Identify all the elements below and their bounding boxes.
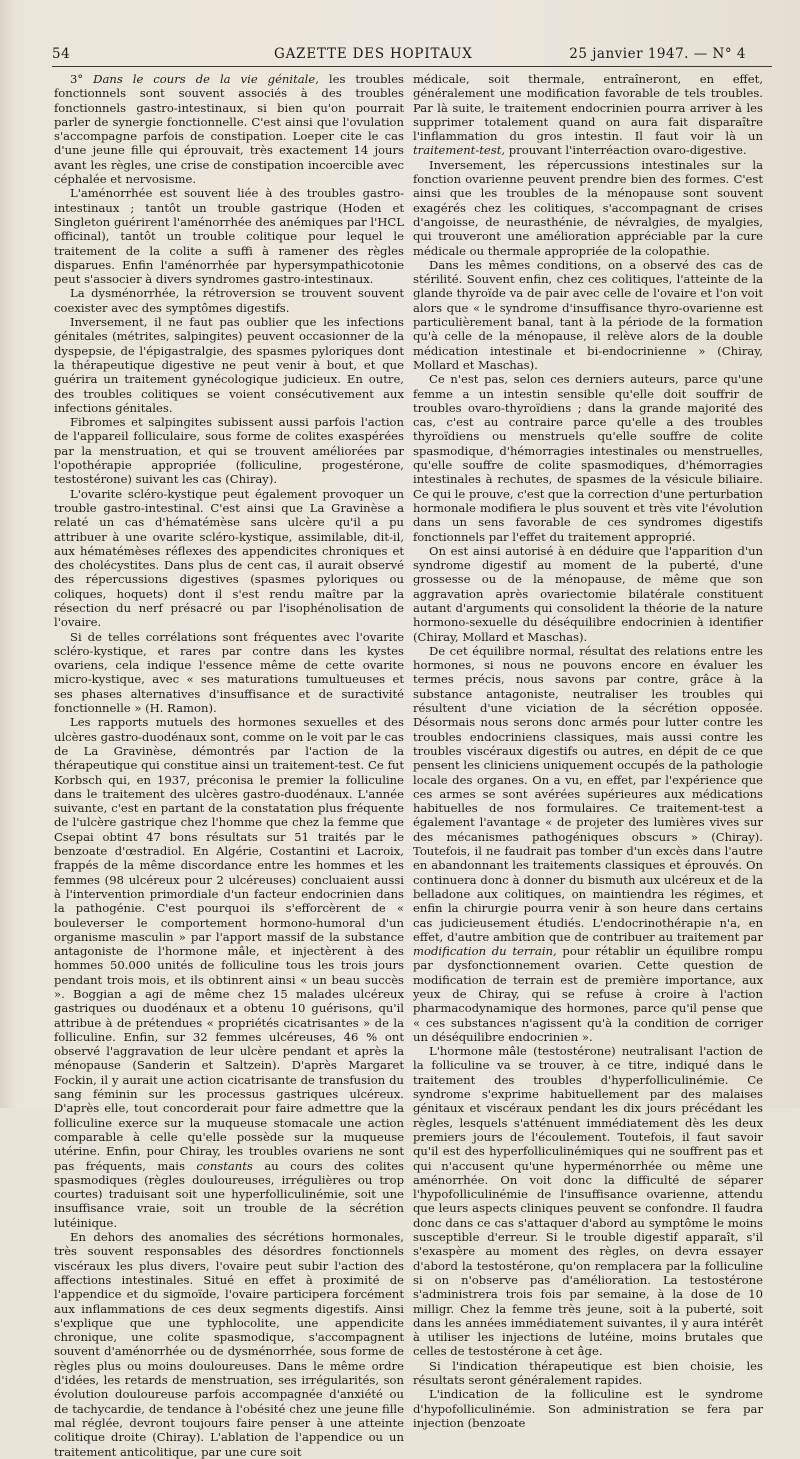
paragraph: L'ovarite scléro-kystique peut également provoquer un trouble gastro-intestinal. C'est ainsi que La Gravinèse a relaté un cas d'hématémèse sans ulcère qu'il a pu attribuer à une ovarite scléro-kystique, assimilable, dit-il, aux hématémèses réflexes des appendicites chroniques et des cholécystites. Dans plus de cent cas, il aurait observé des répercussions digestives (spasmes pyloriques ou coliques, hoquets) dont il s'est rendu maître par la résection du nerf présacré ou par l'isophénolisation de l'ovaire. — [54, 486, 404, 630]
paragraph: 3° Dans le cours de la vie génitale, les troubles fonctionnels sont souvent associés à des troubles fonctionnels gastro-intestinaux, si bien qu'on pourrait parler de synergie fonctionnelle. C'est ainsi que l'ovulation s'accompagne parfois de constipation. Loeper cite le cas d'une jeune fille qui éprouvait, très exactement 14 jours avant les règles, une crise de constipation incoercible avec céphalée et nervosisme. — [54, 72, 405, 187]
journal-title: GAZETTE DES HOPITAUX — [274, 46, 473, 62]
paragraph: On est ainsi autorisé à en déduire que l'apparition d'un syndrome digestif au moment de la puberté, d'une grossesse ou de la ménopause, de même que son aggravation après ovariectomie bilatérale constituent autant d'arguments qui consolident la théorie de la nature hormono-sexuelle du déséquilibre endocrinien à identifier (Chiray, Mollard et Maschas). — [413, 543, 763, 644]
page-number: 54 — [52, 46, 71, 62]
paragraph: La dysménorrhée, la rétroversion se trouvent souvent coexister avec des symptômes digestifs. — [54, 286, 404, 315]
paragraph: En dehors des anomalies des sécrétions hormonales, très souvent responsables des désordres fonctionnels viscéraux les plus divers, l'ovaire peut subir l'action des affections intestinales. Situé en effet à proximité de l'appendice et du sigmoïde, l'ovaire participera forcément aux inflammations de ces deux segments digestifs. Ainsi s'explique que une typhlocolite, une appendicite chronique, une colite spasmodique, s'accompagnent souvent d'aménorrhée ou de dysménorrhée, sous forme de règles plus ou moins douloureuses. Dans le même ordre d'idées, les retards de menstruation, ses irrégularités, son évolution douloureuse parfois accompagnée d'anxiété ou de tachycardie, de tendance à l'obésité chez une jeune fille mal réglée, devront toujours faire penser à une atteinte colitique droite (Chiray). L'ablation de l'appendice ou un traitement anticolitique, par une cure soit — [54, 1230, 404, 1459]
left-column — [54, 72, 404, 1459]
paragraph: L'hormone mâle (testostérone) neutralisant l'action de la folliculine va se trouver, à ce titre, indiqué dans le traitement des troubles d'hyperfolliculinémie. Ce syndrome s'exprime habituellement par des malaises génitaux et viscéraux pendant les dix jours précédant les règles, lesquels s'atténuent immédiatement dès les deux premiers jours de l'écoulement. Toutefois, il faut savoir qu'il est des hyperfolliculinémiques qui ne souffrent pas et qui n'accusent qu'une hyperménorrhée ou même une aménorrhée. On voit donc la difficulté de séparer l'hypofolliculinémie de l'insuffisance ovarienne, attendu que leurs aspects cliniques peuvent se confondre. Il faudra donc dans ce cas s'attaquer d'abord au symptôme le moins susceptible d'erreur. Si le trouble digestif apparaît, s'il s'exaspère au moment des règles, on devra essayer d'abord la testostérone, qu'on remplacera par la folliculine si on n'observe pas d'amélioration. La testostérone s'administrera trois fois par semaine, à la dose de 10 milligr. Chez la femme très jeune, soit à la puberté, soit dans les années immédiatement suivantes, il y aura intérêt à utiliser les injections de lutéine, moins brutales que celles de testostérone à cet âge. — [413, 1044, 763, 1359]
paragraph: Inversement, il ne faut pas oublier que les infections génitales (métrites, salpingites) peuvent occasionner de la dyspepsie, de l'épigastralgie, des spasmes pyloriques dont la thérapeutique digestive ne peut venir à bout, et que guérira un traitement gynécologique judicieux. En outre, des troubles colitiques se voient consécutivement aux infections génitales. — [54, 315, 404, 415]
issue-date: 25 janvier 1947. — N° 4 — [569, 46, 746, 62]
paragraph: Inversement, les répercussions intestinales sur la fonction ovarienne peuvent prendre bien des formes. C'est ainsi que les troubles de la ménopause sont souvent exagérés chez les colitiques, s'accompagnant de crises d'angoisse, de neurasthénie, de névralgies, de myalgies, qui trouveront une amélioration appréciable par la cure médicale ou thermale appropriée de la colopathie. — [413, 157, 763, 258]
paragraph: De cet équilibre normal, résultat des relations entre les hormones, si nous ne pouvons encore en évaluer les termes précis, nous savons par contre, grâce à la substance antagoniste, neutraliser les troubles qui résultent d'une viciation de la sécrétion opposée. Désormais nous serons donc armés pour lutter contre les troubles endocriniens classiques, mais aussi contre les troubles viscéraux digestifs ou autres, en dépit de ce que pensent les cliniciens uniquement occupés de la pathologie locale des organes. On a vu, en effet, par l'expérience que ces armes se sont avérées supérieures aux médications habituelles de nos formulaires. Ce traitement-test a également l'avantage « de projeter des lumières vives sur des mécanismes pathogéniques obscurs » (Chiray). Toutefois, il ne faudrait pas tomber d'un excès dans l'autre en abandonnant les traitements classiques et éprouvés. On continuera donc à donner du bismuth aux ulcéreux et de la belladone aux colitiques, on maintiendra les régimes, et enfin la chirurgie pourra venir à son heure dans certains cas judicieusement étudiés. L'endocrinothérapie n'a, en effet, d'autre ambition que de contribuer au traitement par modification du terrain, pour rétablir un équilibre rompu par dysfonctionnement ovarien. Cette question de modification de terrain est de première importance, aux yeux de Chiray, qui se refuse à croire à l'action pharmacodynamique des hormones, parce qu'il pense que « ces substances n'agissent qu'à la condition de corriger un déséquilibre endocrinien ». — [413, 643, 763, 1044]
paragraph: Si l'indication thérapeutique est bien choisie, les résultats seront généralement rapides. — [413, 1358, 763, 1388]
paragraph: Ce n'est pas, selon ces derniers auteurs, parce qu'une femme a un intestin sensible qu'elle doit souffrir de troubles ovaro-thyroïdiens ; dans la grande majorité des cas, c'est au contraire parce qu'elle a des troubles thyroïdiens ou menstruels qu'elle souffre de colite spasmodique, d'hémorragies intestinales ou menstruelles, qu'elle souffre de colite spasmodiques, d'hémorragies intestinales à rechutes, de spasmes de la vésicule biliaire. Ce qui le prouve, c'est que la correction d'une perturbation hormonale modifiera le plus souvent et très vite l'évolution dans un sens favorable de ces syndromes digestifs fonctionnels par l'effet du traitement approprié. — [413, 372, 763, 544]
right-column — [413, 72, 763, 1430]
running-header — [52, 44, 776, 66]
header-rule — [52, 66, 772, 67]
paragraph: L'aménorrhée est souvent liée à des troubles gastro-intestinaux ; tantôt un trouble gastrique (Hoden et Singleton guérirent l'aménorrhée des anémiques par l'HCL officinal), tantôt un trouble colitique pour lequel le traitement de la colite a suffi à ramener des règles disparues. Enfin l'aménorrhée par hypersympathicotonie peut s'associer à divers syndromes gastro-intestinaux. — [54, 186, 404, 287]
paragraph: médicale, soit thermale, entraîneront, en effet, généralement une modification favorable de tels troubles. Par là suite, le traitement endocrinien pourra arriver à les supprimer totalement quand on aura fait disparaître l'inflammation du gros intestin. Il faut voir là un traitement-test, prouvant l'interréaction ovaro-digestive. — [413, 72, 763, 158]
paragraph: Fibromes et salpingites subissent aussi parfois l'action de l'appareil folliculaire, sous forme de colites exaspérées par la menstruation, et qui se trouvent améliorées par l'opothérapie appropriée (folliculine, progestérone, testostérone) suivant les cas (Chiray). — [54, 415, 404, 487]
paragraph: Si de telles corrélations sont fréquentes avec l'ovarite scléro-kystique, et rares par contre dans les kystes ovariens, cela indique l'essence même de cette ovarite micro-kystique, avec « ses maturations tumultueuses et ses phases alternatives d'insuffisance et de suractivité fonctionnelle » (H. Ramon). — [54, 629, 404, 716]
paragraph: L'indication de la folliculine est le syndrome d'hypofolliculinémie. Son administration se fera par injection (benzoate — [413, 1387, 763, 1430]
paragraph: Dans les mêmes conditions, on a observé des cas de stérilité. Souvent enfin, chez ces colitiques, l'atteinte de la glande thyroïde va de pair avec celle de l'ovaire et l'on voit alors que « le syndrome d'insuffisance thyro-ovarienne est particulièrement banal, tant à la période de la formation qu'à celle de la ménopause, il relève alors de la double médication intestinale et bi-endocrinienne » (Chiray, Mollard et Maschas). — [413, 257, 763, 372]
paragraph: Les rapports mutuels des hormones sexuelles et des ulcères gastro-duodénaux sont, comme on le voit par le cas de La Gravinèse, démontrés par l'action de la thérapeutique qui constitue ainsi un traitement-test. Ce fut Korbsch qui, en 1937, préconisa le premier la folliculine dans le traitement des ulcères gastro-duodénaux. L'année suivante, c'est en partant de la constatation plus fréquente de l'ulcère gastrique chez l'homme que chez la femme que Csepai obtint 47 bons résultats sur 51 traités par le benzoate d'œstradiol. En Algérie, Costantini et Lacroix, frappés de la même discordance entre les hommes et les femmes (98 ulcéreux pour 2 ulcéreuses) concluaient aussi à l'intervention primordiale d'un facteur endocrinien dans la pathogénie. C'est pourquoi ils s'efforcèrent de « bouleverser le comportement hormono-humoral d'un organisme masculin » par l'apport massif de la substance antagoniste de l'hormone mâle, et injectèrent à des hommes 50.000 unités de folliculine tous les trois jours pendant trois mois, et ils obtinrent ainsi « un beau succès ». Boggian a agi de même chez 15 malades ulcéreux gastriques ou duodénaux et a obtenu 10 guérisons, qu'il attribue à de prétendues « propriétés cicatrisantes » de la folliculine. Enfin, sur 32 femmes ulcéreuses, 46 % ont observé l'aggravation de leur ulcère pendant et après la ménopause (Sanderin et Saltzein). D'après Margaret Fockin, il y aurait une action cicatrisante de transfusion du sang féminin sur les processus gastriques ulcéreux. D'après elle, tout concorderait pour faire admettre que la folliculine exerce sur la muqueuse stomacale une action comparable à celle qu'elle possède sur la muqueuse utérine. Enfin, pour Chiray, les troubles ovariens ne sont pas fréquents, mais constants au cours des colites spasmodiques (règles douloureuses, irrégulières ou trop courtes) traduisant soit une hyperfolliculinémie, soit une insuffisance vraie, soit un trouble de la sécrétion lutéinique. — [54, 715, 404, 1230]
